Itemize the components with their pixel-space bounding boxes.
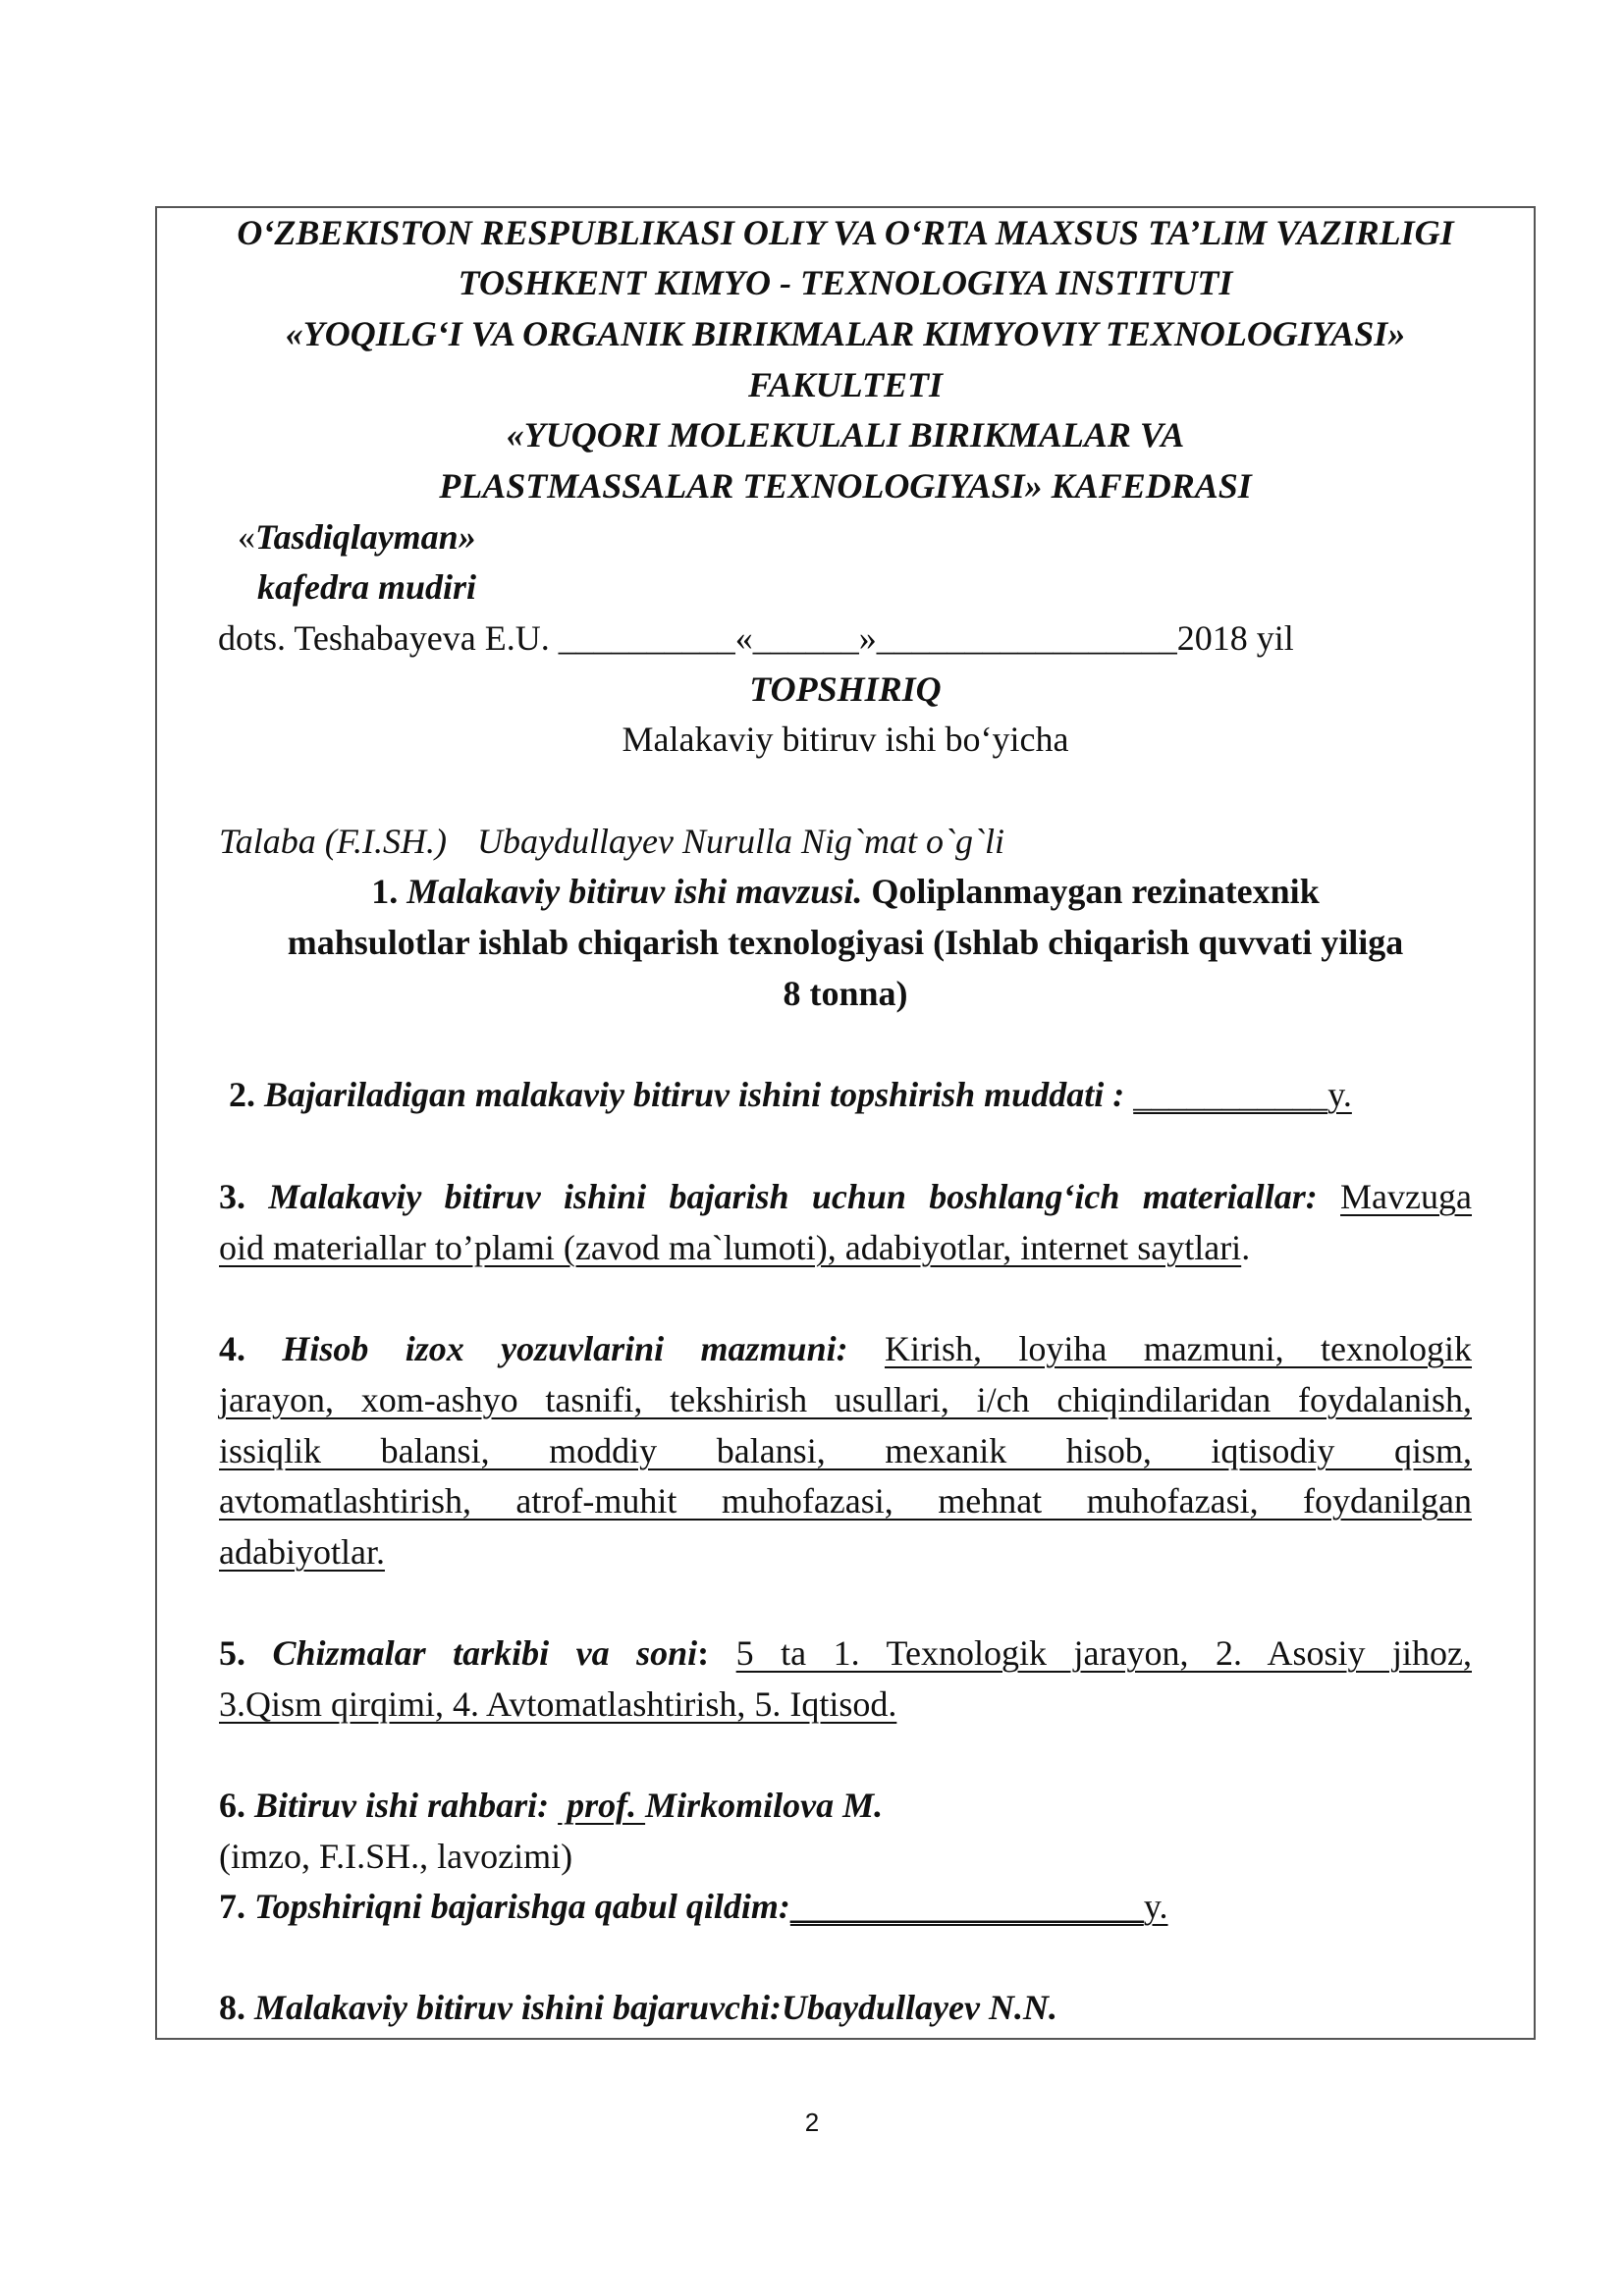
open-quote: « — [238, 517, 255, 557]
document-subtitle: Malakaviy bitiruv ishi bo‘yicha — [622, 720, 1069, 759]
item-2-blank: ___________y. — [1133, 1075, 1352, 1114]
student-line — [219, 820, 1004, 865]
item-2-line — [229, 1073, 1352, 1118]
approval-word: Tasdiqlayman» — [255, 517, 476, 557]
item-1-value: Qoliplanmaygan rezinatexnik — [862, 872, 1320, 911]
department-heading: «YUQORI MOLEKULALI BIRIKMALAR VA — [506, 415, 1185, 454]
item-8-label: Malakaviy bitiruv ishini bajaruvchi:Ubaydullayev N.N. — [254, 1988, 1057, 2027]
item-4-line-2: jarayon, xom-ashyo tasnifi, tekshirish usullari, i/ch chiqindilaridan foydalanish, — [219, 1380, 1472, 1419]
item-5-label: Chizmalar tarkibi va soni — [272, 1633, 698, 1673]
item-7-line — [219, 1885, 1168, 1930]
approval-tasdiq — [238, 515, 476, 561]
item-7-label: Topshiriqni bajarishga qabul qildim: — [254, 1887, 790, 1926]
item-4-line-4: avtomatlashtirish, atrof-muhit muhofazasi, mehnat muhofazasi, foydanilgan — [219, 1481, 1472, 1521]
faculty-heading: «YOQILG‘I VA ORGANIK BIRIKMALAR KIMYOVIY TEXNOLOGIYASI» — [285, 314, 1406, 353]
item-4-line-5: adabiyotlar. — [219, 1532, 385, 1572]
item-7-number: 7. — [219, 1887, 254, 1926]
item-4-number: 4. — [219, 1329, 283, 1368]
item-3-line-2: oid materiallar to’plami (zavod ma`lumoti), adabiyotlar, internet saytlari. — [219, 1228, 1251, 1267]
item-4-line-1 — [219, 1327, 1472, 1372]
item-3-line-1 — [219, 1175, 1472, 1220]
student-name: Ubaydullayev Nurulla Nig`mat o`g`li — [477, 822, 1004, 861]
ministry-heading: O‘ZBEKISTON RESPUBLIKASI OLIY VA O‘RTA MAXSUS TA’LIM VAZIRLIGI — [237, 213, 1454, 252]
item-7-blank: ____________________y. — [789, 1887, 1168, 1926]
item-8-number: 8. — [219, 1988, 254, 2027]
item-5-line-1: 5. Chizmalar tarkibi va soni: 5 ta 1. Texnologik jarayon, 2. Asosiy jihoz, — [219, 1633, 1472, 1673]
item-6-note: (imzo, F.I.SH., lavozimi) — [219, 1837, 573, 1876]
item-2-number: 2. — [229, 1075, 264, 1114]
item-6-name: Mirkomilova M. — [645, 1786, 884, 1825]
item-4-line-3: issiqlik balansi, moddiy balansi, mexanik hisob, iqtisodiy qism, — [219, 1431, 1472, 1470]
department-heading-2: PLASTMASSALAR TEXNOLOGIYASI» KAFEDRASI — [439, 466, 1252, 506]
item-4-label: Hisob izox yozuvlarini mazmuni: — [282, 1329, 848, 1368]
item-4-value: Kirish, loyiha mazmuni, texnologik — [884, 1329, 1473, 1368]
faculty-heading-2: FAKULTETI — [747, 365, 944, 404]
item-5-value: 5 ta 1. Texnologik jarayon, 2. Asosiy jihoz, — [735, 1633, 1472, 1673]
item-8-line — [219, 1986, 1057, 2031]
item-3-value-2: oid materiallar to’plami (zavod ma`lumoti), adabiyotlar, internet saytlari — [219, 1228, 1242, 1267]
item-1-line-1 — [155, 870, 1536, 915]
approval-signature-line: dots. Teshabayeva E.U. __________«______»_________________2018 yil — [218, 618, 1294, 658]
student-label: Talaba (F.I.SH.) — [219, 822, 448, 861]
item-5-line-2: 3.Qism qirqimi, 4. Avtomatlashtirish, 5. Iqtisod. — [219, 1684, 897, 1724]
item-1-line-3: 8 tonna) — [783, 974, 908, 1013]
item-3-label: Malakaviy bitiruv ishini bajarish uchun boshlang‘ich materiallar: — [268, 1177, 1318, 1216]
item-1-number: 1. — [371, 872, 407, 911]
item-3-value: Mavzuga — [1340, 1177, 1472, 1216]
approval-kafedra: kafedra mudiri — [257, 567, 477, 607]
item-1-line-2: mahsulotlar ishlab chiqarish texnologiyasi (Ishlab chiqarish quvvati yiliga — [287, 923, 1404, 962]
item-6-line — [219, 1784, 883, 1829]
item-6-number: 6. — [219, 1786, 254, 1825]
item-6-label: Bitiruv ishi rahbari: — [254, 1786, 559, 1825]
item-6-position: prof. — [558, 1786, 646, 1825]
page-number: 2 — [804, 2108, 820, 2137]
institute-heading: TOSHKENT KIMYO - TEXNOLOGIYA INSTITUTI — [458, 263, 1233, 302]
item-1-label: Malakaviy bitiruv ishi mavzusi. — [406, 872, 863, 911]
item-3-number: 3. — [219, 1177, 269, 1216]
item-2-label: Bajariladigan malakaviy bitiruv ishini topshirish muddati : — [264, 1075, 1134, 1114]
document-title: TOPSHIRIQ — [749, 669, 942, 709]
item-5-number: 5. — [219, 1633, 273, 1673]
